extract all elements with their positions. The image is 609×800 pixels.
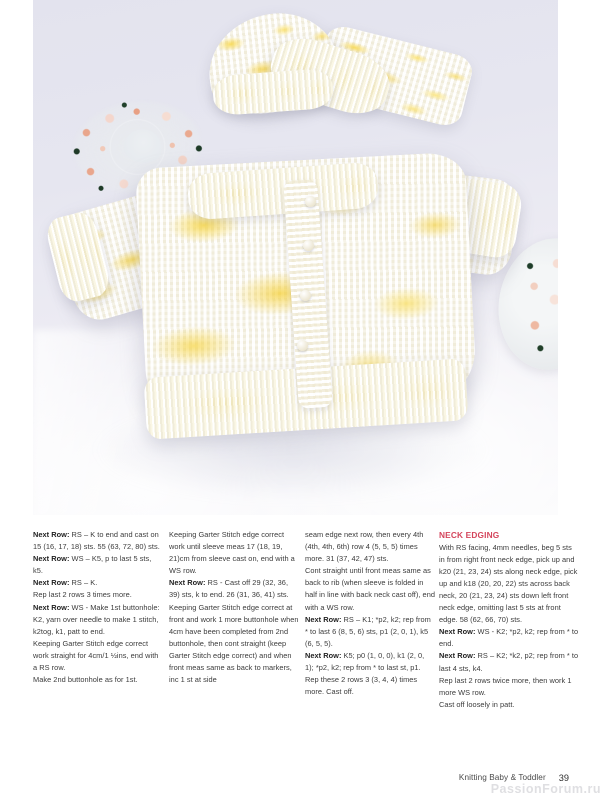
project-photograph [33,0,558,515]
instruction-label: Next Row: [33,602,70,612]
instruction-paragraph: Next Row: WS - Make 1st buttonhole: K2, yarn over needle to make 1 stitch, k2tog, k1, patt to end. [33,602,160,636]
instruction-label: Next Row: [33,554,70,564]
cardigan-button [303,240,314,251]
page-number: 39 [558,772,569,783]
cardigan-button [305,196,316,207]
cardigan-button [300,290,311,301]
neck-edging-body [439,542,579,711]
instruction-paragraph: Cont straight until front meas same as back to rib (when sleeve is folded in half in line with back neck cast off), end with a WS row. [305,566,436,612]
instruction-paragraph: Next Row: RS – K1; *p2, k2; rep from * to last 6 (8, 5, 6) sts, p1 (2, 0, 1), k5 (6, 5, 5). [305,614,431,648]
instruction-paragraph: Next Row: RS - Cast off 29 (32, 36, 39) sts, k to end. 26 (31, 36, 41) sts. [169,578,289,600]
instruction-label: Next Row: [305,650,342,660]
instructions-column-3 [305,529,435,698]
cardigan-button [297,340,308,351]
magazine-title: Knitting Baby & Toddler [458,773,546,783]
baby-hat-brim-fold [212,68,334,116]
instruction-label: Next Row: [439,651,476,661]
instruction-paragraph: Next Row: WS - K2; *p2, k2; rep from * to end. [439,627,579,649]
instruction-label: Next Row: [33,578,70,588]
instruction-paragraph: With RS facing, 4mm needles, beg 5 sts in from right front neck edge, pick up and k20 (21, 23, 24) sts along neck edge, pick up and k18 (20, 20, 22) sts across back neck, 20 (21, 23, 24) sts down left front neck edge, omitting last 5 sts at front edge. 58 (62, 66, 70) sts. [439,542,578,625]
instruction-label: Next Row: [439,627,476,637]
instruction-paragraph: Keeping Garter Stitch edge correct work until sleeve meas 17 (18, 19, 21)cm from sleeve cast on, end with a WS row. [169,530,295,576]
instruction-paragraph: Next Row: RS – K to end and cast on 15 (16, 17, 18) sts. 55 (63, 72, 80) sts. [33,530,160,552]
instruction-paragraph: Next Row: RS – K. [33,578,98,588]
instruction-paragraph: Keeping Garter Stitch edge correct work straight for 4cm/1 ½ins, end with a RS row. [33,638,159,673]
instruction-label: Next Row: [169,578,206,588]
instruction-label: Next Row: [33,530,70,539]
instruction-paragraph: Keeping Garter Stitch edge correct at front and work 1 more buttonhole when 4cm have been completed from 2nd buttonhole, then cont straight (keep Garter Stitch edge correct) and when front meas same as back to markers, inc 1 st at side [169,602,299,685]
pattern-instructions [33,529,579,755]
instructions-column-2 [169,529,299,686]
site-watermark: PassionForum.ru [490,782,601,796]
instruction-paragraph: Rep last 2 rows 3 times more. [33,590,132,600]
instructions-column-1 [33,529,163,686]
instruction-paragraph: Rep these 2 rows 3 (3, 4, 4) times more. Cast off. [305,675,418,697]
instruction-paragraph: Cast off loosely in patt. [439,699,515,709]
neck-edging-heading: NECK EDGING [439,530,500,540]
instruction-paragraph: Make 2nd buttonhole as for 1st. [33,675,138,685]
instruction-paragraph: Next Row: RS – K2; *k2, p2; rep from * to last 4 sts, k4. [439,651,579,673]
instruction-paragraph: Next Row: WS – K5, p to last 5 sts, k5. [33,554,152,576]
instructions-column-4 [439,529,579,711]
instruction-paragraph: Next Row: K5; p0 (1, 0, 0), k1 (2, 0, 1); *p2, k2; rep from * to last st, p1. [305,650,425,673]
instruction-label: Next Row: [305,614,342,624]
instruction-paragraph: seam edge next row, then every 4th (4th, 4th, 6th) row 4 (5, 5, 5) times more. 31 (37, 42, 47) sts. [305,530,424,564]
instruction-paragraph: Rep last 2 rows twice more, then work 1 more WS row. [439,675,572,697]
